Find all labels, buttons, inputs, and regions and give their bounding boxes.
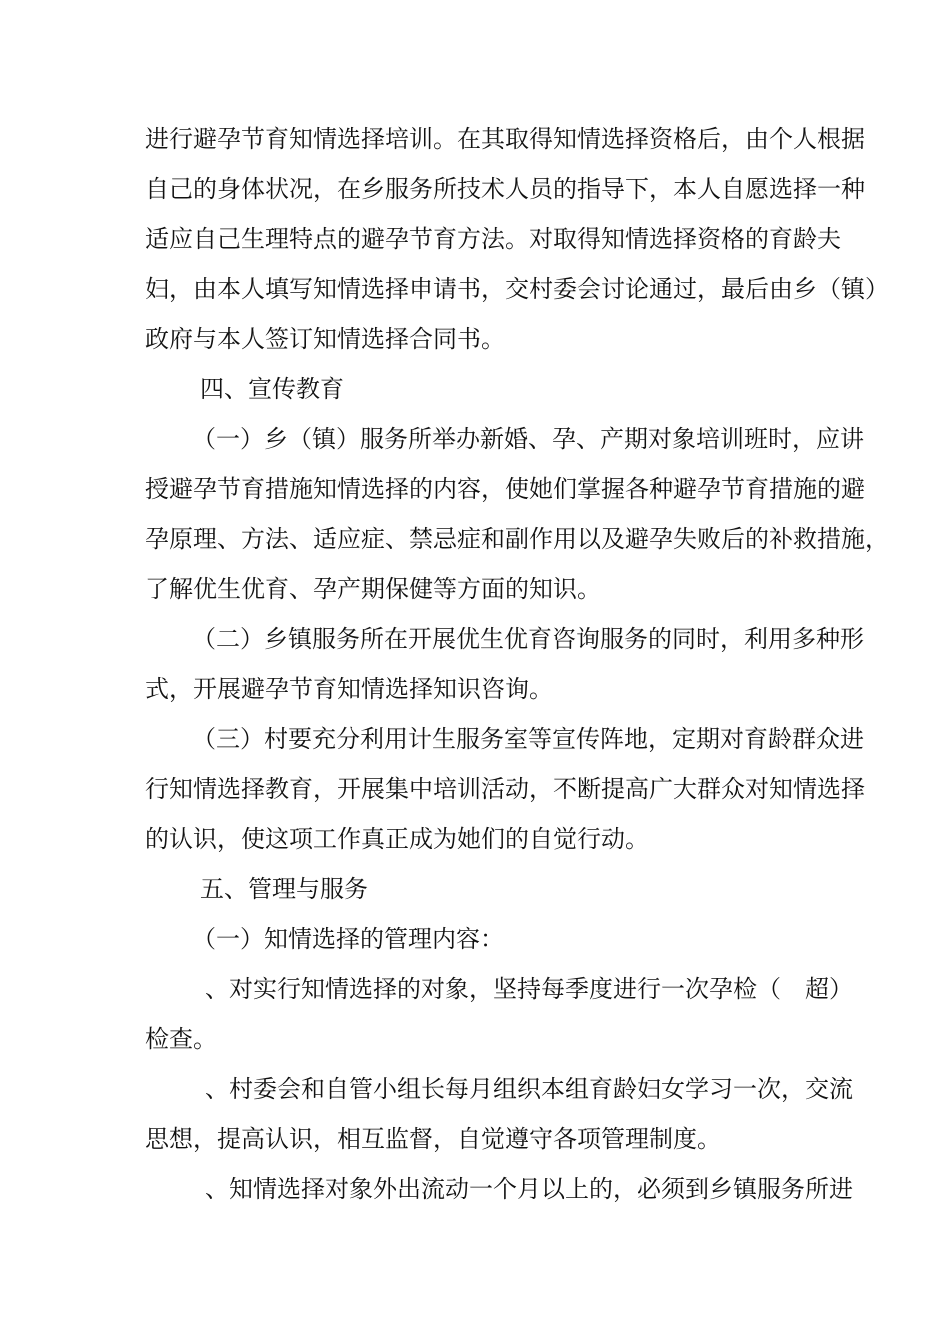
body-line: 的认识，使这项工作真正成为她们的自觉行动。 bbox=[145, 825, 649, 853]
body-line: 进行避孕节育知情选择培训。在其取得知情选择资格后，由个人根据 bbox=[145, 125, 865, 153]
list-item-first-line: 、村委会和自管小组长每月组织本组育龄妇女学习一次，交流 bbox=[205, 1075, 853, 1103]
body-line: 式，开展避孕节育知情选择知识咨询。 bbox=[145, 675, 553, 703]
body-line: 授避孕节育措施知情选择的内容，使她们掌握各种避孕节育措施的避 bbox=[145, 475, 865, 503]
body-line: 妇，由本人填写知情选择申请书，交村委会讨论通过，最后由乡（镇） bbox=[145, 275, 889, 303]
body-line: 检查。 bbox=[145, 1025, 217, 1053]
body-line: 行知情选择教育，开展集中培训活动，不断提高广大群众对知情选择 bbox=[145, 775, 865, 803]
body-line: 思想，提高认识，相互监督，自觉遵守各项管理制度。 bbox=[145, 1125, 721, 1153]
paragraph-first-line: （三）村要充分利用计生服务室等宣传阵地，定期对育龄群众进 bbox=[192, 725, 864, 753]
section-heading: 五、管理与服务 bbox=[200, 875, 368, 903]
section-heading: 四、宣传教育 bbox=[200, 375, 344, 403]
body-line: 孕原理、方法、适应症、禁忌症和副作用以及避孕失败后的补救措施， bbox=[145, 525, 889, 553]
list-item-first-line: 、知情选择对象外出流动一个月以上的，必须到乡镇服务所进 bbox=[205, 1175, 853, 1203]
body-line: 自己的身体状况，在乡服务所技术人员的指导下，本人自愿选择一种 bbox=[145, 175, 865, 203]
list-item-first-line: 、对实行知情选择的对象，坚持每季度进行一次孕检（ 超） bbox=[205, 975, 853, 1003]
body-line: 适应自己生理特点的避孕节育方法。对取得知情选择资格的育龄夫 bbox=[145, 225, 841, 253]
body-line: 政府与本人签订知情选择合同书。 bbox=[145, 325, 505, 353]
subsection-heading: （一）知情选择的管理内容： bbox=[192, 925, 504, 953]
body-line: 了解优生优育、孕产期保健等方面的知识。 bbox=[145, 575, 601, 603]
paragraph-first-line: （一）乡（镇）服务所举办新婚、孕、产期对象培训班时，应讲 bbox=[192, 425, 864, 453]
paragraph-first-line: （二）乡镇服务所在开展优生优育咨询服务的同时，利用多种形 bbox=[192, 625, 864, 653]
